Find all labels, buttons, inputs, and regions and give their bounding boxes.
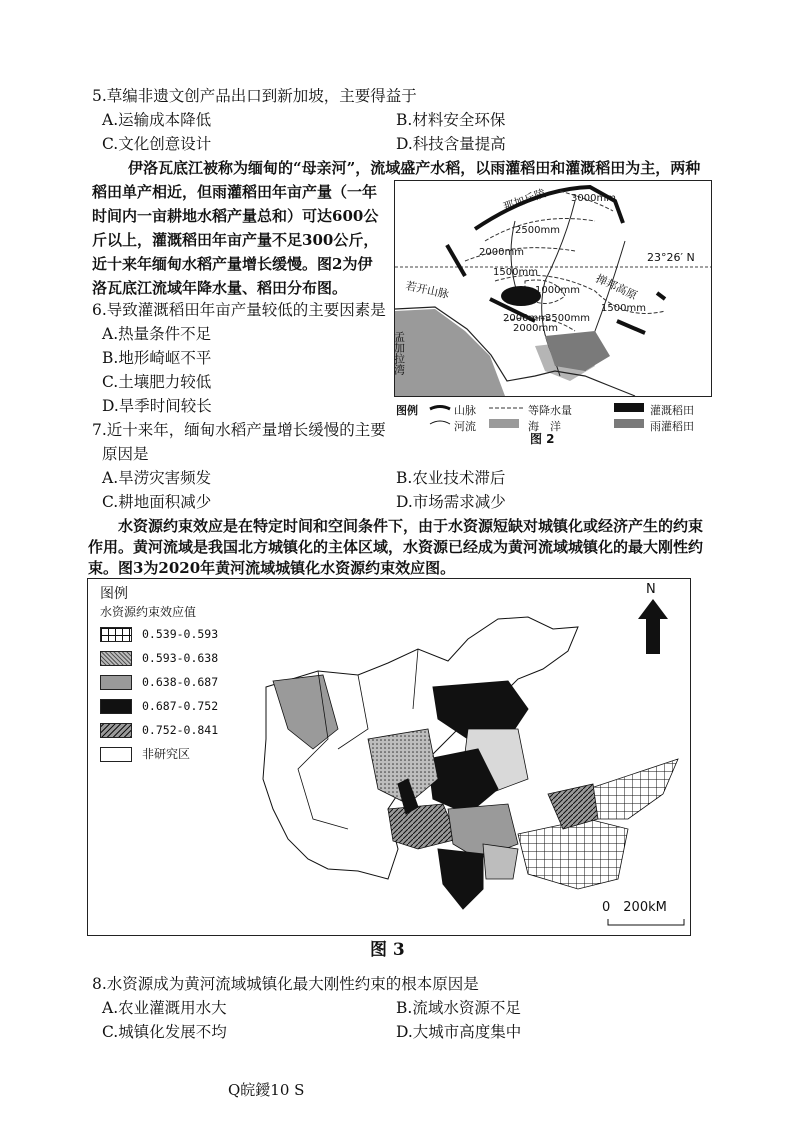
q7-option-c[interactable]: C.耕地面积减少 — [102, 493, 212, 511]
q6-option-b[interactable]: B.地形崎岖不平 — [102, 349, 212, 367]
label-3000: 3000mm — [571, 193, 616, 204]
rainfed-swatch — [614, 419, 644, 428]
label-2000: 2000mm — [479, 247, 524, 258]
legend3-swatch-4 — [100, 699, 132, 714]
q8-option-b[interactable]: B.流域水资源不足 — [396, 999, 521, 1017]
figure-2-legend — [394, 400, 710, 446]
label-shan: 掸邦高原 — [593, 271, 640, 303]
figure-2-caption: 图 2 — [530, 432, 555, 446]
q6-option-d[interactable]: D.旱季时间较长 — [102, 397, 212, 415]
q7-stem-line1: 7.近十来年，缅甸水稻产量增长缓慢的主要 — [92, 421, 386, 439]
passage1-line6: 洛瓦底江流域年降水量、稻田分布图。 — [92, 279, 348, 297]
passage1-line2: 稻田单产相近，但雨灌稻田年亩产量（一年 — [92, 183, 378, 201]
legend3-item-2: 0.593-0.638 — [142, 651, 219, 665]
q5-option-b[interactable]: B.材料安全环保 — [396, 111, 506, 129]
label-3500: 3500mm — [545, 313, 590, 324]
q6-option-c[interactable]: C.土壤肥力较低 — [102, 373, 212, 391]
label-2000b: 2000mm — [503, 313, 548, 324]
legend2-title: 图例 — [396, 404, 418, 417]
passage2-line3-visible: 束。图3为2020年黄河流域城镇化水资源约束效应图。 — [88, 559, 456, 577]
legend2-ocean: 海 洋 — [528, 420, 561, 433]
q8-option-d[interactable]: D.大城市高度集中 — [396, 1023, 522, 1041]
label-naga: 那加丘陵 — [501, 186, 548, 214]
north-arrow — [638, 599, 668, 654]
scale-label: 0 200kM — [602, 900, 667, 915]
region-hatch-mid — [388, 804, 458, 849]
q8-option-c[interactable]: C.城镇化发展不均 — [102, 1023, 227, 1041]
scale-bar — [608, 919, 684, 925]
passage1-line1: 伊洛瓦底江被称为缅甸的“母亲河”，流域盛产水稻，以雨灌稻田和灌溉稻田为主，两种 — [128, 159, 701, 177]
label-2000c: 2000mm — [513, 323, 558, 334]
legend3-title: 图例 — [100, 586, 128, 602]
ocean-swatch — [489, 419, 519, 428]
mountain-east — [617, 321, 645, 333]
region-black-south — [438, 849, 483, 909]
label-bay: 孟加拉湾 — [392, 331, 406, 375]
mountain-west — [447, 245, 465, 276]
region-grid-east — [588, 759, 678, 819]
label-1000: 1000mm — [535, 285, 580, 296]
q5-option-d[interactable]: D.科技含量提高 — [396, 135, 506, 153]
label-arakan: 若开山脉 — [404, 279, 451, 302]
legend2-mountain: 山脉 — [454, 404, 476, 417]
passage1-line3: 时间内一亩耕地水稻产量总和）可达600公 — [92, 207, 379, 225]
q7-option-b[interactable]: B.农业技术滞后 — [396, 469, 506, 487]
legend2-rainfed: 雨灌稻田 — [650, 420, 694, 433]
q7-option-a[interactable]: A.旱涝灾害频发 — [102, 469, 212, 487]
q8-option-a[interactable]: A.农业灌溉用水大 — [102, 999, 227, 1017]
mountain-east2 — [657, 293, 665, 299]
legend2-irrigated: 灌溉稻田 — [650, 404, 694, 417]
irrigated-swatch — [614, 403, 644, 412]
north-label: N — [646, 582, 656, 597]
legend3-item-5: 0.752-0.841 — [142, 723, 219, 737]
passage2-line2: 作用。黄河流域是我国北方城镇化的主体区域，水资源已经成为黄河流域城镇化的最大刚性约 — [88, 538, 704, 556]
q5-option-a[interactable]: A.运输成本降低 — [102, 111, 212, 129]
figure-3-legend — [100, 583, 280, 773]
label-1500b: 1500mm — [601, 303, 646, 314]
legend3-subtitle: 水资源约束效应值 — [100, 605, 197, 619]
mountain-swatch — [430, 407, 450, 410]
figure-3-caption: 图 3 — [370, 940, 405, 960]
q6-stem: 6.导致灌溉稻田年亩产量较低的主要因素是 — [92, 301, 386, 319]
q8-stem: 8.水资源成为黄河流域城镇化最大刚性约束的根本原因是 — [92, 975, 479, 993]
label-1500: 1500mm — [493, 267, 538, 278]
river-swatch — [430, 421, 450, 424]
legend2-isohyet: 等降水量 — [528, 404, 572, 417]
legend2-river: 河流 — [454, 420, 476, 433]
q5-option-c[interactable]: C.文化创意设计 — [102, 135, 212, 153]
label-2500: 2500mm — [515, 225, 560, 236]
figure-2-map — [394, 180, 712, 397]
figure-2-svg — [392, 181, 711, 396]
passage1-line4: 斤以上，灌溉稻田年亩产量不足300公斤， — [92, 231, 379, 249]
region-gray-south — [483, 844, 518, 879]
q5-stem: 5.草编非遗文创产品出口到新加坡，主要得益于 — [92, 87, 417, 105]
legend3-swatch-1 — [100, 627, 132, 642]
legend3-swatch-6 — [100, 747, 132, 762]
passage2-line1: 水资源约束效应是在特定时间和空间条件下，由于水资源短缺对城镇化或经济产生的约束 — [118, 517, 704, 535]
q6-option-a[interactable]: A.热量条件不足 — [102, 325, 212, 343]
legend3-item-6: 非研究区 — [142, 747, 191, 761]
rainfed-paddy — [545, 331, 610, 371]
label-tropic: 23°26′ N — [647, 251, 695, 264]
legend3-item-1: 0.539-0.593 — [142, 627, 219, 641]
figure-3-map — [87, 578, 691, 936]
legend3-swatch-3 — [100, 675, 132, 690]
legend3-swatch-2 — [100, 651, 132, 666]
legend3-item-4: 0.687-0.752 — [142, 699, 219, 713]
passage1-line5: 近十来年缅甸水稻产量增长缓慢。图2为伊 — [92, 255, 373, 273]
region-grid-se — [518, 819, 628, 889]
legend3-item-3: 0.638-0.687 — [142, 675, 219, 689]
q7-stem-line2: 原因是 — [102, 445, 149, 463]
page-footer: Q皖鑀10 S — [228, 1081, 305, 1099]
legend3-swatch-5 — [100, 723, 132, 738]
q7-option-d[interactable]: D.市场需求减少 — [396, 493, 506, 511]
